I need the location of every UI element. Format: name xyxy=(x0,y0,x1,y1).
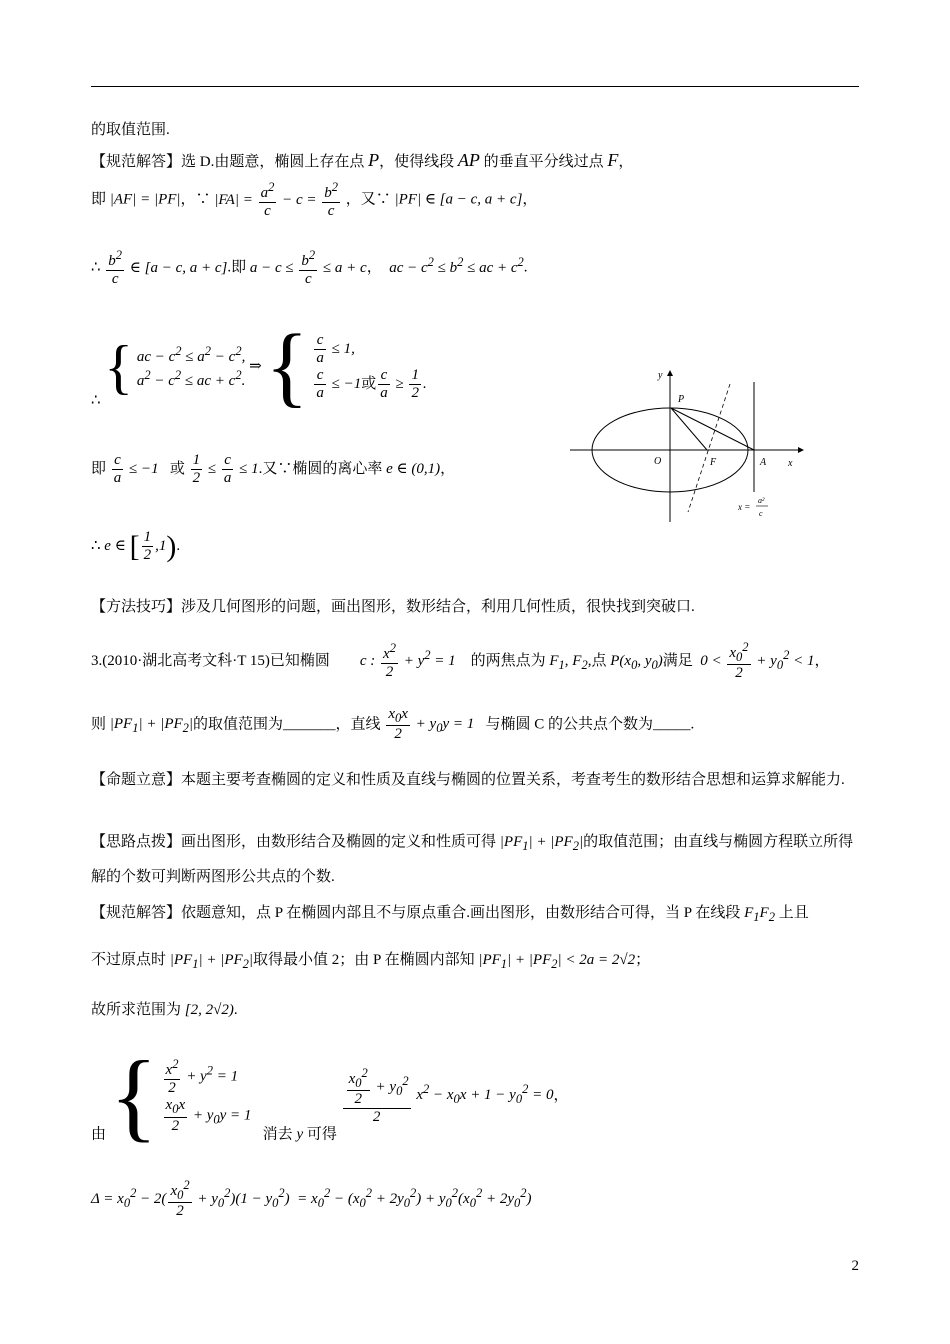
text-line xyxy=(91,706,694,744)
math: c : $\frac{x^2}{2}$ + $y^2 = 1$ xyxy=(359,641,456,681)
text: 的取值范围为_______，直线 xyxy=(193,716,381,733)
math: $P(x_0$, $y_0$) xyxy=(610,652,663,672)
label-a: A xyxy=(760,457,767,468)
text-line: ∴ { ac − $c^2 \le a^2 - c^2$, $a^2 - c^2$ ≤ ac + $c^2$. ⇒ { $\frac{c}{a}$ ≤ 1, $\frac{c}{a}$ ≤ −1或 $\frac{c}{a}$ ≥ $\frac{1}{2}$ . xyxy=(91,317,427,416)
text: 的取值范围. xyxy=(91,122,170,138)
section-tag: 【命题立意】 xyxy=(91,772,182,788)
text: 满足 xyxy=(662,652,693,669)
text-line: 即 |AF| = |PF|，∵ |FA| = $\frac{a^2}{c}$ − c = $\frac{b^2}{c}$ ，又∵ |PF| ∈ [a − c, a + c]， xyxy=(91,180,538,220)
text: 即 xyxy=(91,191,107,208)
text: 本题主要考查椭圆的定义和性质及直线与椭圆的位置关系，考查考生的数形结合思想和运算求解能力. xyxy=(181,772,845,788)
text-paragraph xyxy=(91,826,861,894)
math: [2, 2√2) xyxy=(184,1002,234,1018)
text: 涉及几何图形的问题，画出图形，数形结合，利用几何性质，很快找到突破口. xyxy=(181,599,695,615)
label-y: y xyxy=(658,370,663,381)
math: $\frac{1}{2}$ ≤ $\frac{c}{a}$ ≤ 1 xyxy=(192,452,259,487)
math: $|PF_1| + |PF_2|$ xyxy=(499,834,584,853)
math: = $x_0^2 - (x_0^2 + 2y_0^2) + y_0^2(x_0^2 + 2y_0^2)$ xyxy=(297,1185,532,1210)
header-rule xyxy=(91,86,859,87)
math: $|PF_1| + |PF_2|$ xyxy=(109,716,194,736)
text-line xyxy=(91,120,170,142)
text-line: 即 $\frac{c}{a}$ ≤ −1 或 $\frac{1}{2}$ ≤ $\frac{c}{a}$ ≤ 1.又∵椭圆的离心率 e ∈ (0,1)， xyxy=(91,452,456,487)
text: ∴ xyxy=(91,259,101,276)
section-tag: 【规范解答】 xyxy=(91,905,182,921)
text: ，又∵ xyxy=(345,191,391,208)
text-paragraph xyxy=(91,770,861,792)
directrix-den: c xyxy=(759,509,763,518)
text: 的垂直平分线过点 xyxy=(483,154,604,170)
text: 不过原点时 xyxy=(91,952,167,968)
math: a − c ≤ $\frac{b^2}{c}$ ≤ a + c xyxy=(249,248,367,288)
text-line: 不过原点时 $|PF_1| + |PF_2|$取得最小值 2；由 P 在椭圆内部知 $|PF_1| + |PF_2| < 2a = 2√2$； xyxy=(91,952,651,971)
text-line xyxy=(91,903,809,926)
math: $\frac{c}{a}$ ≤ −1 xyxy=(113,452,159,487)
math: $|PF_1| + |PF_2|$ xyxy=(169,952,254,971)
math: $F_1F_2$ xyxy=(744,905,775,924)
text: 3.(2010·湖北高考文科·T 15)已知椭圆 xyxy=(91,652,330,669)
math: $|PF_1| + |PF_2| < 2a = 2√2$ xyxy=(478,952,636,971)
text-line xyxy=(91,1178,531,1221)
math: $\frac{x^2}{2}$ + $y^2 = 1$ $\frac{x_0x}{2}$ + $y_0y = 1$ xyxy=(165,1056,252,1134)
label-p: P xyxy=(678,394,685,405)
text: 选 D.由题意，椭圆上存在点 xyxy=(181,154,365,170)
label-o: O xyxy=(654,456,662,467)
page-number: 2 xyxy=(851,1258,859,1274)
text: 故所求范围为 xyxy=(91,1002,182,1018)
math: F xyxy=(607,150,619,170)
math: AP xyxy=(457,150,480,170)
text: .又∵椭圆的离心率 xyxy=(258,461,383,478)
math: ac − $c^2 \le a^2 - c^2$, $a^2 - c^2$ ≤ ac + $c^2$. xyxy=(136,343,246,389)
x-axis-arrow xyxy=(798,447,804,453)
section-tag: 【方法技巧】 xyxy=(91,599,182,615)
text: 的两焦点为 xyxy=(470,652,546,669)
label-x: x xyxy=(788,458,793,469)
text: ，使得线段 xyxy=(379,154,455,170)
text: 的取值范围；由直线与椭圆方程联立所得解的个数可判断两图形公共点的个数. xyxy=(91,834,854,885)
math: |PF| ∈ [a − c, a + c] xyxy=(394,191,523,208)
text-line: 【规范解答】选 D.由题意，椭圆上存在点 P，使得线段 AP 的垂直平分线过点 F， xyxy=(91,150,634,170)
text: ,点 xyxy=(587,652,607,669)
text: 依题意知，点 P 在椭圆内部且不与原点重合.画出图形，由数形结合可得，当 P 在线段 xyxy=(181,905,741,921)
math: $F_1$, $F_2$ xyxy=(549,652,588,672)
text: 消去 xyxy=(262,1126,293,1143)
text-line: ∴ $\frac{b^2}{c}$ ∈ [a − c, a + c].即 a − c ≤ $\frac{b^2}{c}$ ≤ a + c， ac − $c^2 \le b^2$ ≤ ac + $c^2$. xyxy=(91,248,528,288)
text: ∴ xyxy=(91,538,101,555)
math: e ∈ (0,1) xyxy=(386,461,441,478)
text: 取得最小值 2；由 P 在椭圆内部知 xyxy=(253,952,475,968)
section-tag: 【思路点拨】 xyxy=(91,834,182,850)
math: |AF| = |PF| xyxy=(109,191,181,208)
perpendicular-bisector xyxy=(688,384,730,512)
ellipse-figure xyxy=(570,362,810,532)
text: ∴ xyxy=(91,392,101,409)
text-line: 3.(2010·湖北高考文科·T 15)已知椭圆 c : $\frac{x^2}{2}$ + $y^2 = 1$ 的两焦点为 $F_1$, $F_2$,点 $P(x_0$, $y_0$)满足 0 < $\frac{x_0^2}{2}$ + $y_0^2 < 1$， xyxy=(91,640,830,682)
text-line xyxy=(91,597,695,619)
math: $\frac{x_0x}{2}$ + $y_0y = 1$ xyxy=(388,706,475,743)
text: 可得 xyxy=(306,1126,337,1143)
text: 上且 xyxy=(778,905,809,921)
segment-pf xyxy=(671,408,707,450)
text: 则 xyxy=(91,716,107,733)
section-tag: 【规范解答】 xyxy=(91,154,182,170)
text: 由 xyxy=(91,1126,107,1143)
math: ac − $c^2 \le b^2$ ≤ ac + $c^2$ xyxy=(389,254,524,276)
math: $\frac{b^2}{c}$ ∈ [a − c, a + c] xyxy=(108,248,228,288)
math: $\frac{x_0^2}{2}$ + $y_0^2$ 2 $x^2 - x_0x + 1 - y_0^2 = 0$ xyxy=(341,1087,554,1103)
text: ，∵ xyxy=(180,191,211,208)
math: $\Delta = x_0^2 - 2$( $\frac{x_0^2}{2}$ + $y_0^2)(1 - y_0^2)$ xyxy=(91,1178,290,1220)
text: 与椭圆 C 的公共点个数为_____. xyxy=(485,716,695,733)
y-axis-arrow xyxy=(667,370,673,376)
math: P xyxy=(368,150,380,170)
text: .即 xyxy=(227,259,247,276)
directrix-num: a² xyxy=(758,496,765,505)
text: 画出图形，由数形结合及椭圆的定义和性质可得 xyxy=(181,834,497,850)
text-line: 由 { $\frac{x^2}{2}$ + $y^2 = 1$ $\frac{x_0x}{2}$ + $y_0y = 1$ 消去 y 可得 $\frac{x_0^2}{2}$ + $y_0^2$ 2 $x^2 - x_0x + 1 - y_0^2 = 0$， xyxy=(91,1040,569,1151)
math: 0 < $\frac{x_0^2}{2}$ + $y_0^2 < 1$ xyxy=(700,640,815,682)
label-f: F xyxy=(710,457,717,468)
text: 即 xyxy=(91,461,107,478)
math: $\frac{c}{a}$ ≤ 1, $\frac{c}{a}$ ≤ −1或 $\frac{c}{a}$ ≥ $\frac{1}{2}$ . xyxy=(316,331,427,402)
text-line: 故所求范围为 [2, 2√2). xyxy=(91,1002,238,1018)
directrix-label: x = xyxy=(738,502,751,512)
math: |FA| = $\frac{a^2}{c}$ − c = $\frac{b^2}{c}$ xyxy=(214,180,338,220)
text-line: ∴ e ∈ [ $\frac{1}{2}$ ,1). xyxy=(91,529,181,564)
math: e ∈ [ $\frac{1}{2}$ ,1) xyxy=(104,529,177,564)
text: 或 xyxy=(169,461,185,478)
